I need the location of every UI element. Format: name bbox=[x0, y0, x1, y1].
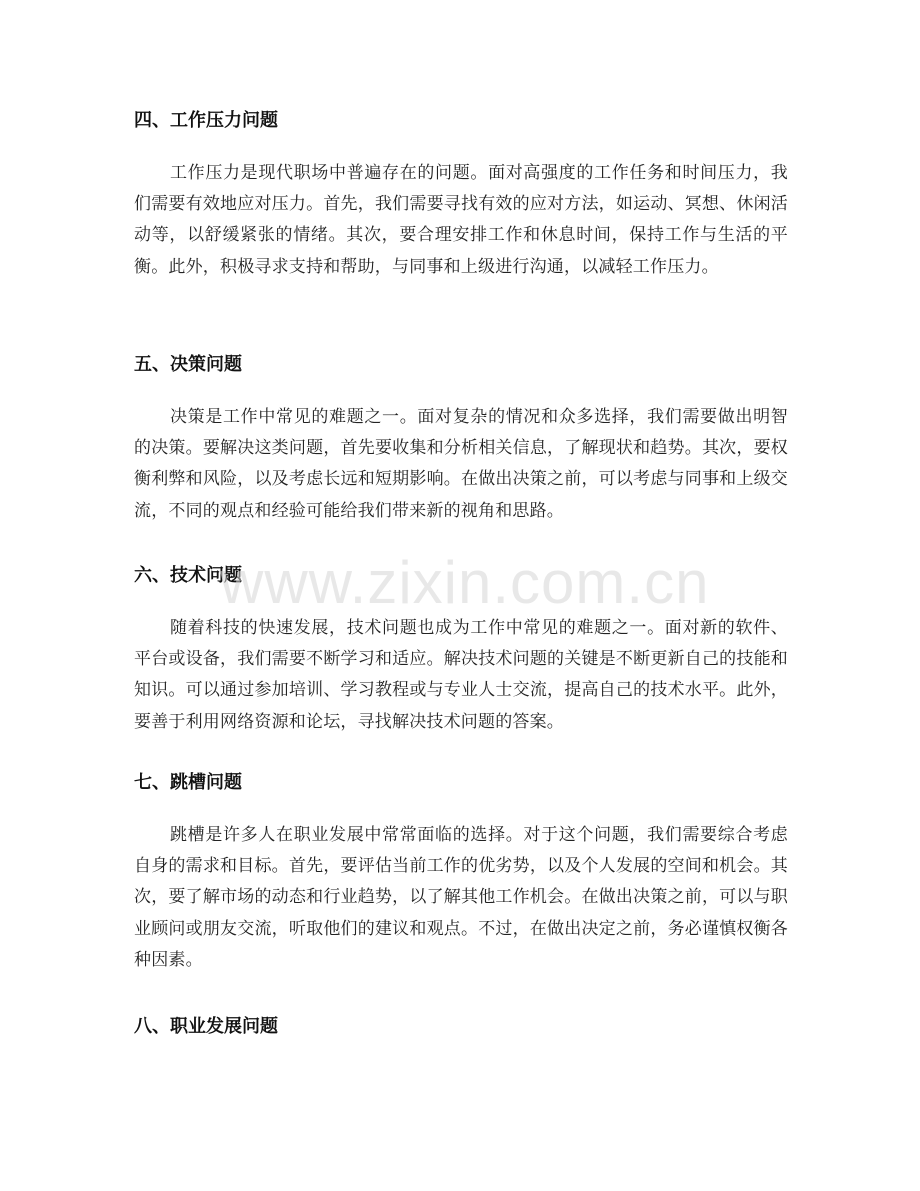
section-paragraph: 跳槽是许多人在职业发展中常常面临的选择。对于这个问题，我们需要综合考虑自身的需求和目标。首先，要评估当前工作的优劣势，以及个人发展的空间和机会。其次，要了解市场的动态和行业趋势，以了解其他工作机会。在做出决策之前，可以与职业顾问或朋友交流，听取他们的建议和观点。不过，在做出决定之前，务必谨慎权衡各种因素。 bbox=[134, 825, 788, 970]
section-heading: 五、决策问题 bbox=[134, 354, 242, 375]
section-heading: 七、跳槽问题 bbox=[134, 772, 242, 793]
section-paragraph: 工作压力是现代职场中普遍存在的问题。面对高强度的工作任务和时间压力，我们需要有效地应对压力。首先，我们需要寻找有效的应对方法，如运动、冥想、休闲活动等，以舒缓紧张的情绪。其次，要合理安排工作和休息时间，保持工作与生活的平衡。此外，积极寻求支持和帮助，与同事和上级进行沟通，以减轻工作压力。 bbox=[134, 163, 788, 277]
section-heading: 四、工作压力问题 bbox=[134, 110, 278, 131]
section-heading: 六、技术问题 bbox=[134, 565, 242, 586]
section-heading: 八、职业发展问题 bbox=[134, 1016, 278, 1037]
section-decision bbox=[134, 353, 788, 527]
section-technology bbox=[134, 564, 788, 738]
section-job-hopping bbox=[134, 771, 788, 976]
watermark: www.zixin.com.cn bbox=[220, 549, 710, 616]
section-work-stress bbox=[134, 109, 788, 283]
section-career-development bbox=[134, 1015, 788, 1039]
section-paragraph: 随着科技的快速发展，技术问题也成为工作中常见的难题之一。面对新的软件、平台或设备，我们需要不断学习和适应。解决技术问题的关键是不断更新自己的技能和知识。可以通过参加培训、学习教程或与专业人士交流，提高自己的技术水平。此外，要善于利用网络资源和论坛，寻找解决技术问题的答案。 bbox=[134, 618, 788, 732]
section-paragraph: 决策是工作中常见的难题之一。面对复杂的情况和众多选择，我们需要做出明智的决策。要解决这类问题，首先要收集和分析相关信息，了解现状和趋势。其次，要权衡利弊和风险，以及考虑长远和短期影响。在做出决策之前，可以考虑与同事和上级交流，不同的观点和经验可能给我们带来新的视角和思路。 bbox=[134, 407, 788, 521]
